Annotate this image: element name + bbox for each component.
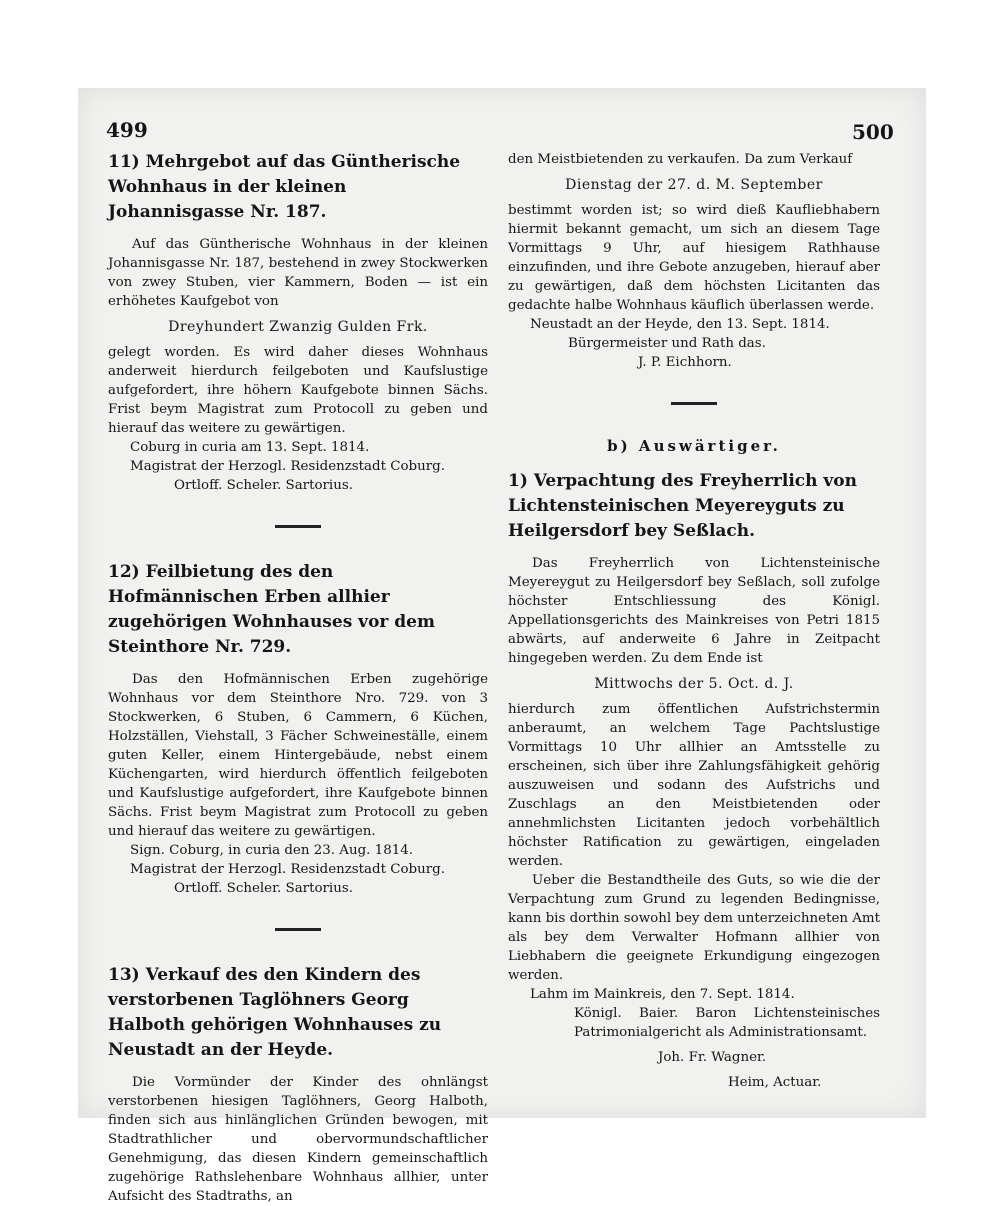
notice-text: Die Vormünder der Kinder des ohnlängst verstorbenen hiesigen Taglöhners, Georg Halboth, finden sich aus hinlänglichen Gründen bewogen, mit Stadtrathlicher und obervormundschaftlicher Genehmigung, das diesen Kindern gemeinschaftlich zugehörige Rathslehenbare Wohnhaus allhier, unter Aufsicht des Stadtraths, an	[108, 1075, 488, 1204]
notice-12	[108, 560, 488, 898]
notice-place-date: Coburg in curia am 13. Sept. 1814.	[130, 440, 370, 455]
notice-13	[108, 963, 488, 1206]
notice-place-date: Neustadt an der Heyde, den 13. Sept. 1814.	[530, 317, 830, 332]
notice-signatories: Ortloff. Scheler. Sartorius.	[174, 881, 353, 896]
notice-signer: Joh. Fr. Wagner.	[658, 1050, 767, 1065]
notice-place-date: Lahm im Mainkreis, den 7. Sept. 1814.	[530, 987, 795, 1002]
divider	[275, 525, 321, 528]
notice-text: Das Freyherrlich von Lichtensteinische Meyereygut zu Heilgersdorf bey Seßlach, soll zufolge höchster Entschliessung des Königl. Appellationsgerichts des Mainkreises von Petri 1815 abwärts, auf anderweite 6 Jahre in Zeitpacht hingegeben werden. Zu dem Ende ist	[508, 556, 880, 666]
notice-text: hierdurch zum öffentlichen Aufstrichstermin anberaumt, an welchem Tage Pachtslustige Vormittags 10 Uhr allhier an Amtsstelle zu erscheinen, sich über ihre Zahlungsfähigkeit gehörig auszuweisen und sodann des Aufstrichs und Zuschlags an den Meistbietenden oder annehmlichsten Licitanten jedoch vorbehältlich höchster Ratification zu gewärtigen, eingeladen werden.	[508, 702, 880, 869]
notice-text: Das den Hofmännischen Erben zugehörige Wohnhaus vor dem Steinthore Nro. 729. von 3 Stockwerken, 6 Stuben, 6 Cammern, 6 Küchen, Holzställen, Viehstall, 3 Fächer Schweineställe, einem guten Keller, einem Hintergebäude, nebst einem Küchengarten, wird hierdurch öffentlich feilgeboten und Kaufslustige aufgefordert, ihre Kaufgebote binnen Sächs. Frist beym Magistrat zum Protocoll zu geben und hierauf das weitere zu gewärtigen.	[108, 672, 488, 839]
page-number-left: 499	[106, 118, 148, 142]
divider	[275, 928, 321, 931]
notice-authority: Magistrat der Herzogl. Residenzstadt Coburg.	[130, 862, 445, 877]
notice-13-continued	[508, 150, 880, 372]
notice-court: Königl. Baier. Baron Lichtensteinisches Patrimonialgericht als Administrationsamt.	[574, 1006, 880, 1040]
notice-signatories: J. P. Eichhorn.	[638, 355, 732, 370]
page-number-right: 500	[852, 120, 894, 144]
notice-title: 11) Mehrgebot auf das Güntherische Wohnhaus in der kleinen Johannisgasse Nr. 187.	[108, 152, 461, 222]
notice-title: 12) Feilbietung des den Hofmännischen Erben allhier zugehörigen Wohnhauses vor dem Steinthore Nr. 729.	[108, 562, 435, 657]
notice-signatories: Ortloff. Scheler. Sartorius.	[174, 478, 353, 493]
section-heading: b) Auswärtiger.	[607, 437, 781, 455]
left-column	[108, 150, 488, 1206]
right-column	[508, 150, 880, 1092]
notice-title: 1) Verpachtung des Freyherrlich von Lichtensteinischen Meyereyguts zu Heilgersdorf bey Seßlach.	[508, 471, 858, 541]
notice-text: den Meistbietenden zu verkaufen. Da zum Verkauf	[508, 152, 853, 167]
notice-text: Ueber die Bestandtheile des Guts, so wie die der Verpachtung zum Grund zu legenden Bedingnisse, kann bis dorthin sowohl bey dem unterzeichneten Amt als bey dem Verwalter Hofmann allhier von Liebhabern die geeignete Erkundigung eingezogen werden.	[508, 873, 881, 983]
notice-date: Dienstag der 27. d. M. September	[565, 177, 823, 193]
notice-11	[108, 150, 488, 495]
notice-amount: Dreyhundert Zwanzig Gulden Frk.	[168, 319, 428, 335]
notice-place-date: Sign. Coburg, in curia den 23. Aug. 1814.	[130, 843, 414, 858]
notice-authority: Bürgermeister und Rath das.	[568, 336, 766, 351]
notice-title: 13) Verkauf des den Kindern des verstorbenen Taglöhners Georg Halboth gehörigen Wohnhauses zu Neustadt an der Heyde.	[108, 965, 442, 1060]
notice-authority: Magistrat der Herzogl. Residenzstadt Coburg.	[130, 459, 445, 474]
notice-text: bestimmt worden ist; so wird dieß Kaufliebhabern hiermit bekannt gemacht, um sich an diesem Tage Vormittags 9 Uhr, auf hiesigem Rathhause einzufinden, und ihre Gebote anzugeben, hierauf aber zu gewärtigen, daß dem höchsten Licitanten das gedachte halbe Wohnhaus käuflich überlassen werde.	[508, 203, 880, 313]
notice-date: Mittwochs der 5. Oct. d. J.	[594, 676, 794, 692]
notice-text: Auf das Güntherische Wohnhaus in der kleinen Johannisgasse Nr. 187, bestehend in zwey Stockwerken von zwey Stuben, vier Kammern, Boden — ist ein erhöhetes Kaufgebot von	[108, 237, 488, 309]
divider	[671, 402, 717, 405]
notice-text: gelegt worden. Es wird daher dieses Wohnhaus anderweit hierdurch feilgeboten und Kaufslustige aufgefordert, ihre höhern Kaufgebote binnen Sächs. Frist beym Magistrat zum Protocoll zu geben und hierauf das weitere zu gewärtigen.	[108, 345, 488, 436]
notice-b1	[508, 469, 880, 1092]
notice-actuary: Heim, Actuar.	[728, 1075, 822, 1090]
